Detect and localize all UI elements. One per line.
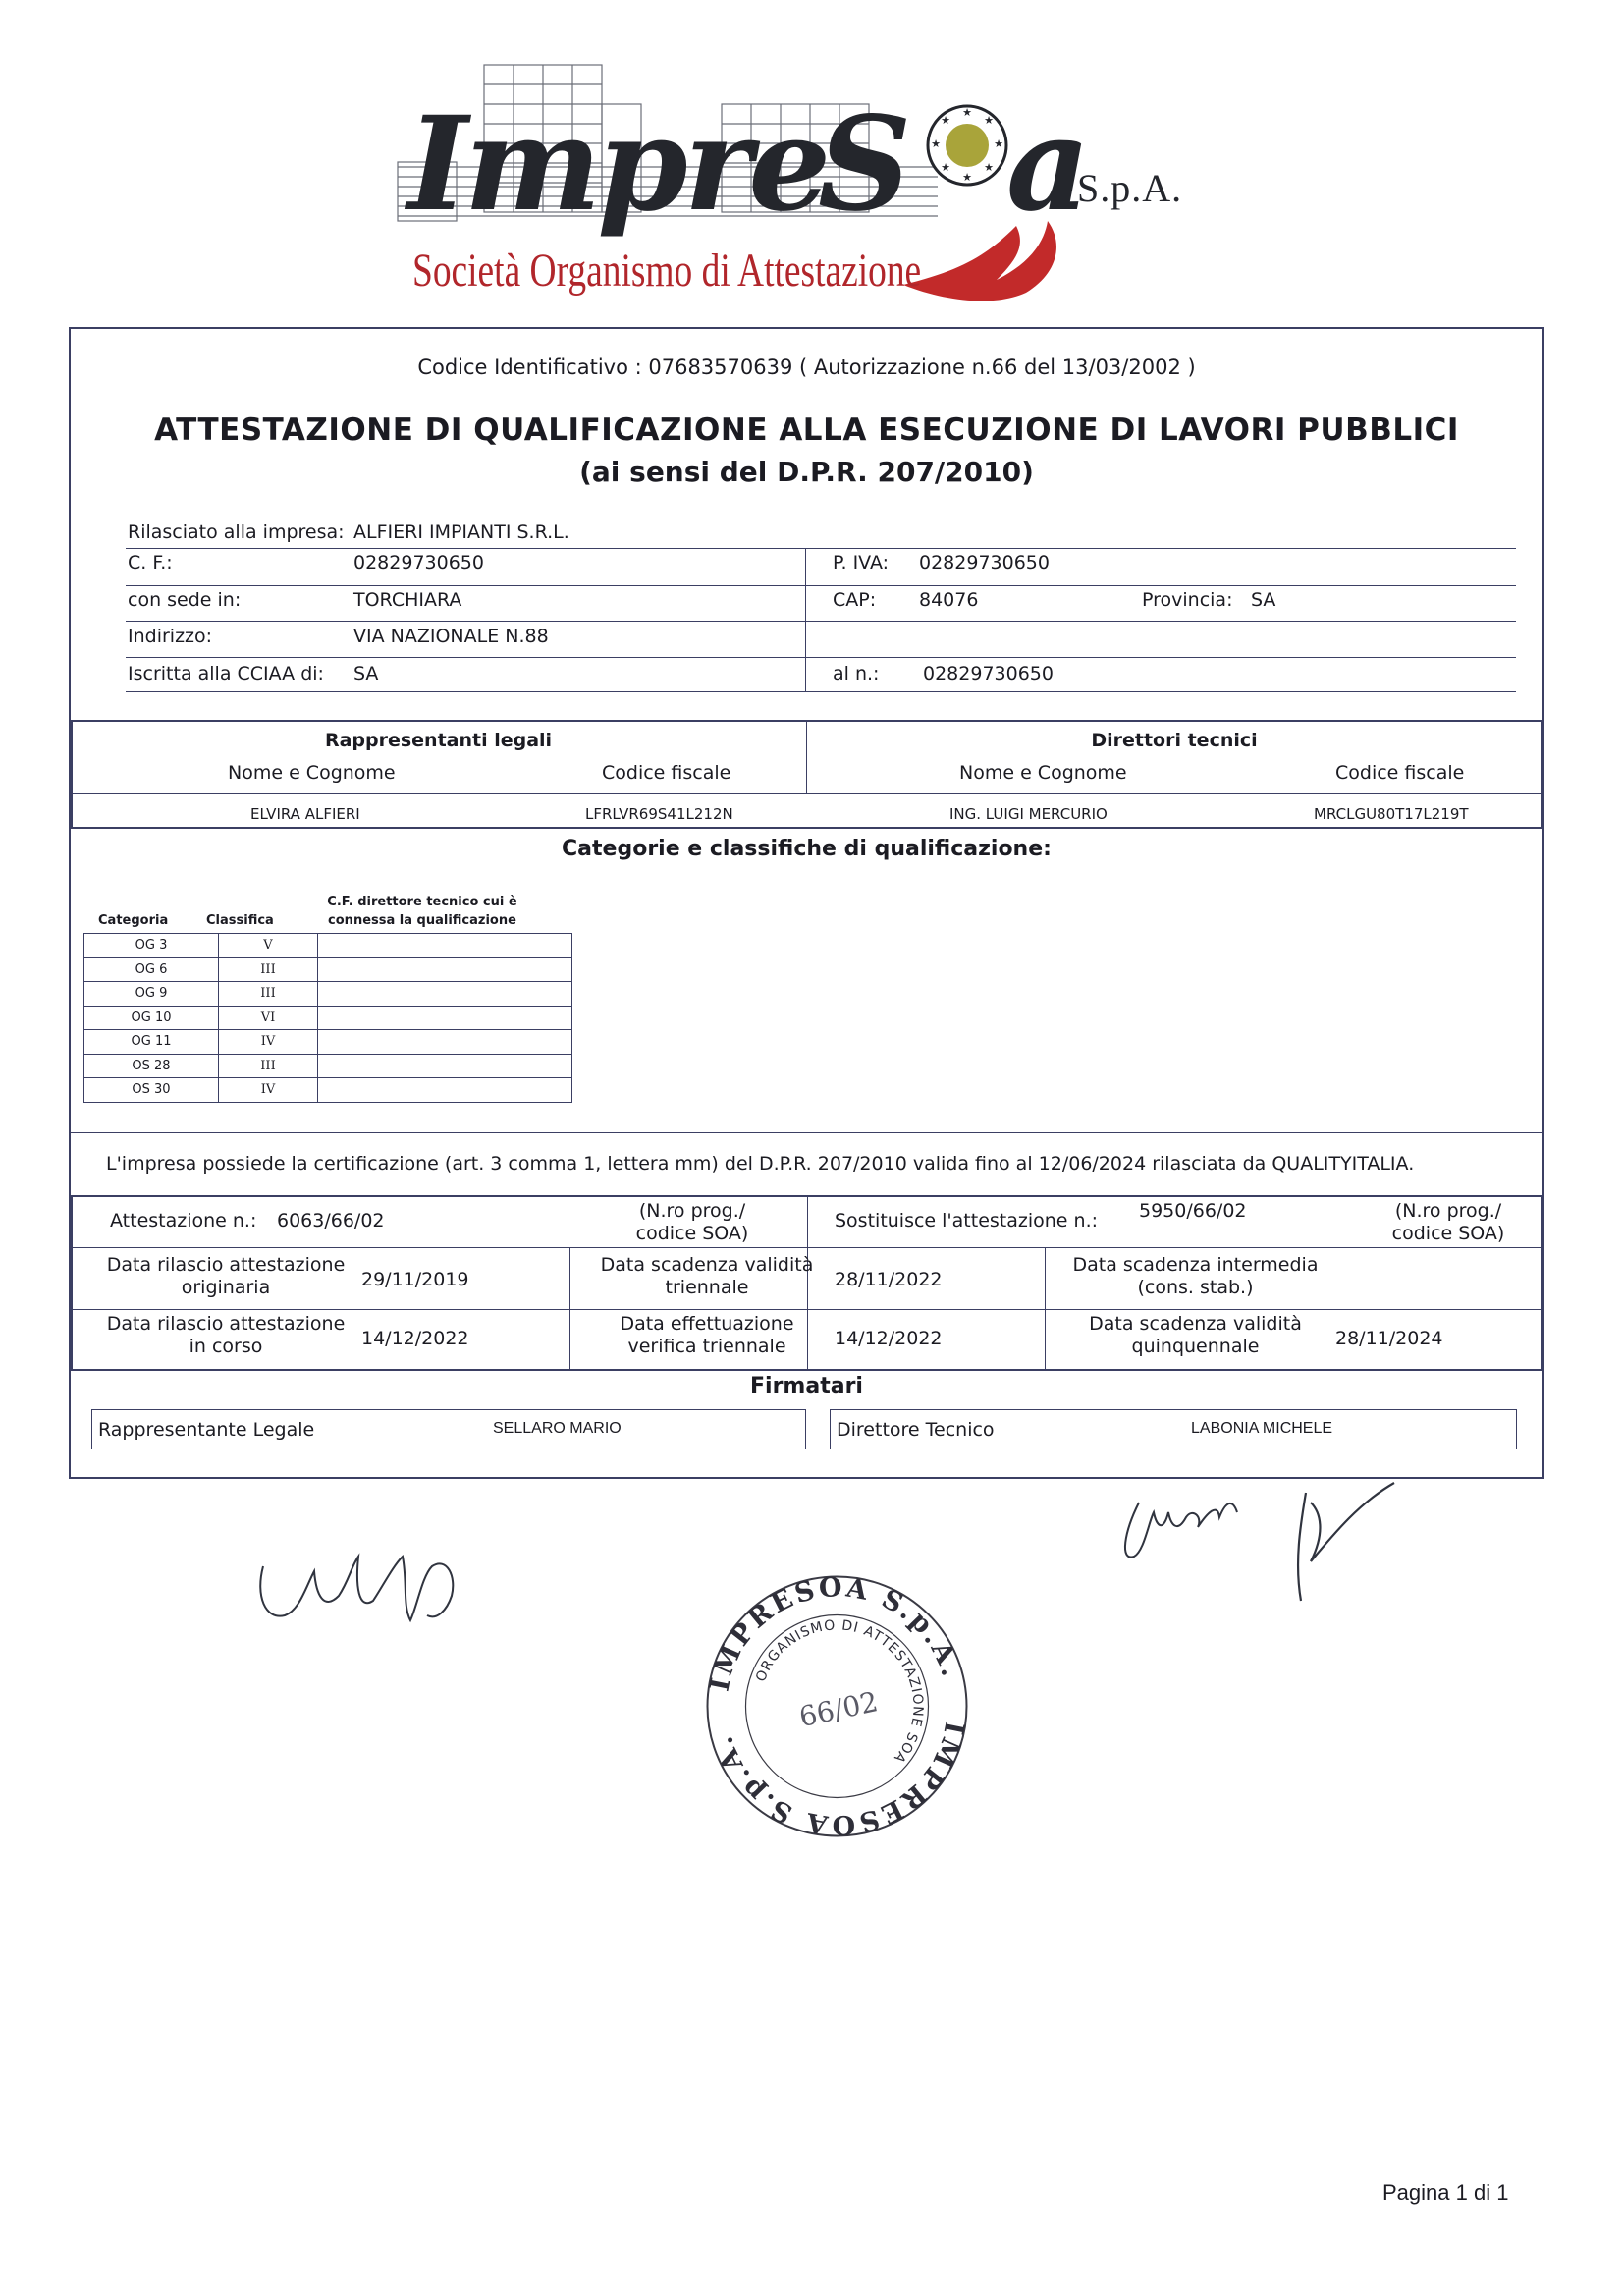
tech-director-signature <box>1109 1473 1434 1611</box>
category-director-cf <box>318 1030 572 1055</box>
current-issue-date: 14/12/2022 <box>361 1328 469 1349</box>
svg-text:★: ★ <box>962 106 972 119</box>
legal-rep-signature <box>245 1527 491 1645</box>
intermediate-expiry-label-2: (cons. stab.) <box>1137 1277 1254 1298</box>
tech-directors-heading: Direttori tecnici <box>1091 730 1258 751</box>
issued-value: ALFIERI IMPIANTI S.R.L. <box>353 521 569 543</box>
category-code: OG 6 <box>84 957 219 982</box>
tech-director-cf: MRCLGU80T17L219T <box>1314 805 1469 823</box>
legal-cf-col: Codice fiscale <box>602 762 731 784</box>
piva-value: 02829730650 <box>919 552 1050 574</box>
stamp-number: 66/02 <box>796 1685 881 1734</box>
legal-signatory-name: SELLARO MARIO <box>493 1420 622 1437</box>
quinquennial-expiry-date: 28/11/2024 <box>1335 1328 1443 1349</box>
attestation-label: Attestazione n.: <box>110 1210 257 1231</box>
document-subtitle: (ai sensi del D.P.R. 207/2010) <box>579 456 1034 488</box>
impresoa-logo <box>388 49 1242 314</box>
legal-signatory-label: Rappresentante Legale <box>98 1419 315 1441</box>
piva-label: P. IVA: <box>833 552 890 574</box>
category-row <box>84 1030 572 1055</box>
category-code: OG 9 <box>84 982 219 1007</box>
category-class: III <box>219 1054 318 1078</box>
current-issue-label-1: Data rilascio attestazione <box>106 1313 346 1335</box>
triennial-verify-label-1: Data effettuazione <box>620 1313 794 1335</box>
original-issue-label-1: Data rilascio attestazione <box>106 1254 346 1276</box>
class-col-header: Classifica <box>206 913 274 928</box>
logo-word-a: a <box>1006 88 1091 241</box>
province-value: SA <box>1251 589 1276 611</box>
svg-text:★: ★ <box>984 161 994 174</box>
legal-name-col: Nome e Cognome <box>228 762 396 784</box>
original-issue-date: 29/11/2019 <box>361 1269 469 1290</box>
replaces-prog-note-2: codice SOA) <box>1391 1223 1505 1244</box>
stamp-inner-text: ORGANISMO DI ATTESTAZIONE SOA <box>753 1617 926 1767</box>
svg-text:★: ★ <box>994 137 1003 150</box>
svg-text:★: ★ <box>962 171 972 184</box>
province-label: Provincia: <box>1142 589 1233 611</box>
cciaa-label: Iscritta alla CCIAA di: <box>128 663 324 684</box>
category-row <box>84 982 572 1007</box>
code-identifier: Codice Identificativo : 07683570639 ( Autorizzazione n.66 del 13/03/2002 ) <box>417 355 1196 379</box>
category-class: III <box>219 982 318 1007</box>
signatories-heading: Firmatari <box>750 1374 863 1398</box>
attestation-prog-note-2: codice SOA) <box>635 1223 749 1244</box>
cap-value: 84076 <box>919 589 979 611</box>
original-issue-label-2: originaria <box>181 1277 271 1298</box>
company-stamp <box>702 1571 972 1841</box>
svg-text:★: ★ <box>931 137 941 150</box>
category-code: OS 28 <box>84 1054 219 1078</box>
attestation-prog-note-1: (N.ro prog./ <box>638 1200 746 1222</box>
address-value: VIA NAZIONALE N.88 <box>353 626 549 647</box>
current-issue-label-2: in corso <box>189 1336 263 1357</box>
cciaa-number-value: 02829730650 <box>923 663 1054 684</box>
category-director-cf <box>318 1078 572 1103</box>
tech-director-name: ING. LUIGI MERCURIO <box>949 805 1108 823</box>
logo-suffix: S.p.A. <box>1077 166 1183 210</box>
certification-statement: L'impresa possiede la certificazione (art. 3 comma 1, lettera mm) del D.P.R. 207/2010 valida fino al 12/06/2024 rilasciata da QUALITYITALIA. <box>106 1153 1415 1175</box>
category-code: OS 30 <box>84 1078 219 1103</box>
category-director-cf <box>318 957 572 982</box>
triennial-expiry-label-1: Data scadenza validità <box>600 1254 814 1276</box>
svg-text:★: ★ <box>941 161 950 174</box>
svg-text:★: ★ <box>941 114 950 127</box>
tech-signatory-name: LABONIA MICHELE <box>1191 1420 1333 1437</box>
quinquennial-expiry-label-1: Data scadenza validità <box>1089 1313 1302 1335</box>
category-class: V <box>219 934 318 958</box>
replaces-prog-note-1: (N.ro prog./ <box>1394 1200 1502 1222</box>
categories-table <box>83 933 572 1103</box>
cf-value: 02829730650 <box>353 552 484 574</box>
category-director-cf <box>318 934 572 958</box>
category-row <box>84 934 572 958</box>
category-director-cf <box>318 982 572 1007</box>
legal-rep-cf: LFRLVR69S41L212N <box>585 805 733 823</box>
logo-subtitle: Società Organismo di Attestazione <box>412 245 922 297</box>
category-row <box>84 1054 572 1078</box>
category-row <box>84 1078 572 1103</box>
stamp-outer-text-bottom: IMPRESOA S.p.A. <box>707 1719 970 1840</box>
issued-label: Rilasciato alla impresa: <box>128 521 345 543</box>
cf-col-header-line2: connessa la qualificazione <box>328 913 516 928</box>
intermediate-expiry-label-1: Data scadenza intermedia <box>1072 1254 1319 1276</box>
svg-text:IMPRESOA S.p.A. <box>707 1719 969 1840</box>
cf-col-header-line1: C.F. direttore tecnico cui è <box>327 895 517 909</box>
category-code: OG 3 <box>84 934 219 958</box>
replaces-label: Sostituisce l'attestazione n.: <box>835 1210 1099 1231</box>
legal-reps-heading: Rappresentanti legali <box>324 730 553 751</box>
triennial-verify-date: 14/12/2022 <box>835 1328 943 1349</box>
svg-text:★: ★ <box>984 114 994 127</box>
replaces-number: 5950/66/02 <box>1139 1200 1247 1222</box>
attestation-number: 6063/66/02 <box>277 1210 385 1231</box>
cf-label: C. F.: <box>128 552 173 574</box>
category-director-cf <box>318 1054 572 1078</box>
tech-name-col: Nome e Cognome <box>959 762 1127 784</box>
document-title: ATTESTAZIONE DI QUALIFICAZIONE ALLA ESECUZIONE DI LAVORI PUBBLICI <box>154 412 1459 448</box>
category-director-cf <box>318 1006 572 1030</box>
category-row <box>84 1006 572 1030</box>
category-class: VI <box>219 1006 318 1030</box>
address-label: Indirizzo: <box>128 626 213 647</box>
cap-label: CAP: <box>833 589 877 611</box>
category-class: IV <box>219 1030 318 1055</box>
cciaa-number-label: al n.: <box>833 663 880 684</box>
logo-word-impre: Impre <box>407 88 828 241</box>
category-class: IV <box>219 1078 318 1103</box>
tech-cf-col: Codice fiscale <box>1335 762 1465 784</box>
category-row <box>84 957 572 982</box>
quinquennial-expiry-label-2: quinquennale <box>1131 1336 1260 1357</box>
triennial-expiry-date: 28/11/2022 <box>835 1269 943 1290</box>
categories-heading: Categorie e classifiche di qualificazione: <box>562 837 1052 861</box>
category-col-header: Categoria <box>98 913 169 928</box>
seat-value: TORCHIARA <box>353 589 462 611</box>
logo-word-s: S <box>818 88 912 241</box>
seat-label: con sede in: <box>128 589 242 611</box>
page-number: Pagina 1 di 1 <box>1382 2180 1509 2205</box>
tech-signatory-label: Direttore Tecnico <box>837 1419 995 1441</box>
triennial-expiry-label-2: triennale <box>665 1277 749 1298</box>
category-class: III <box>219 957 318 982</box>
legal-rep-name: ELVIRA ALFIERI <box>250 805 360 823</box>
stamp-outer-text-top: IMPRESOA S.p.A. <box>704 1572 967 1694</box>
cciaa-value: SA <box>353 663 379 684</box>
category-code: OG 10 <box>84 1006 219 1030</box>
category-code: OG 11 <box>84 1030 219 1055</box>
triennial-verify-label-2: verifica triennale <box>627 1336 786 1357</box>
